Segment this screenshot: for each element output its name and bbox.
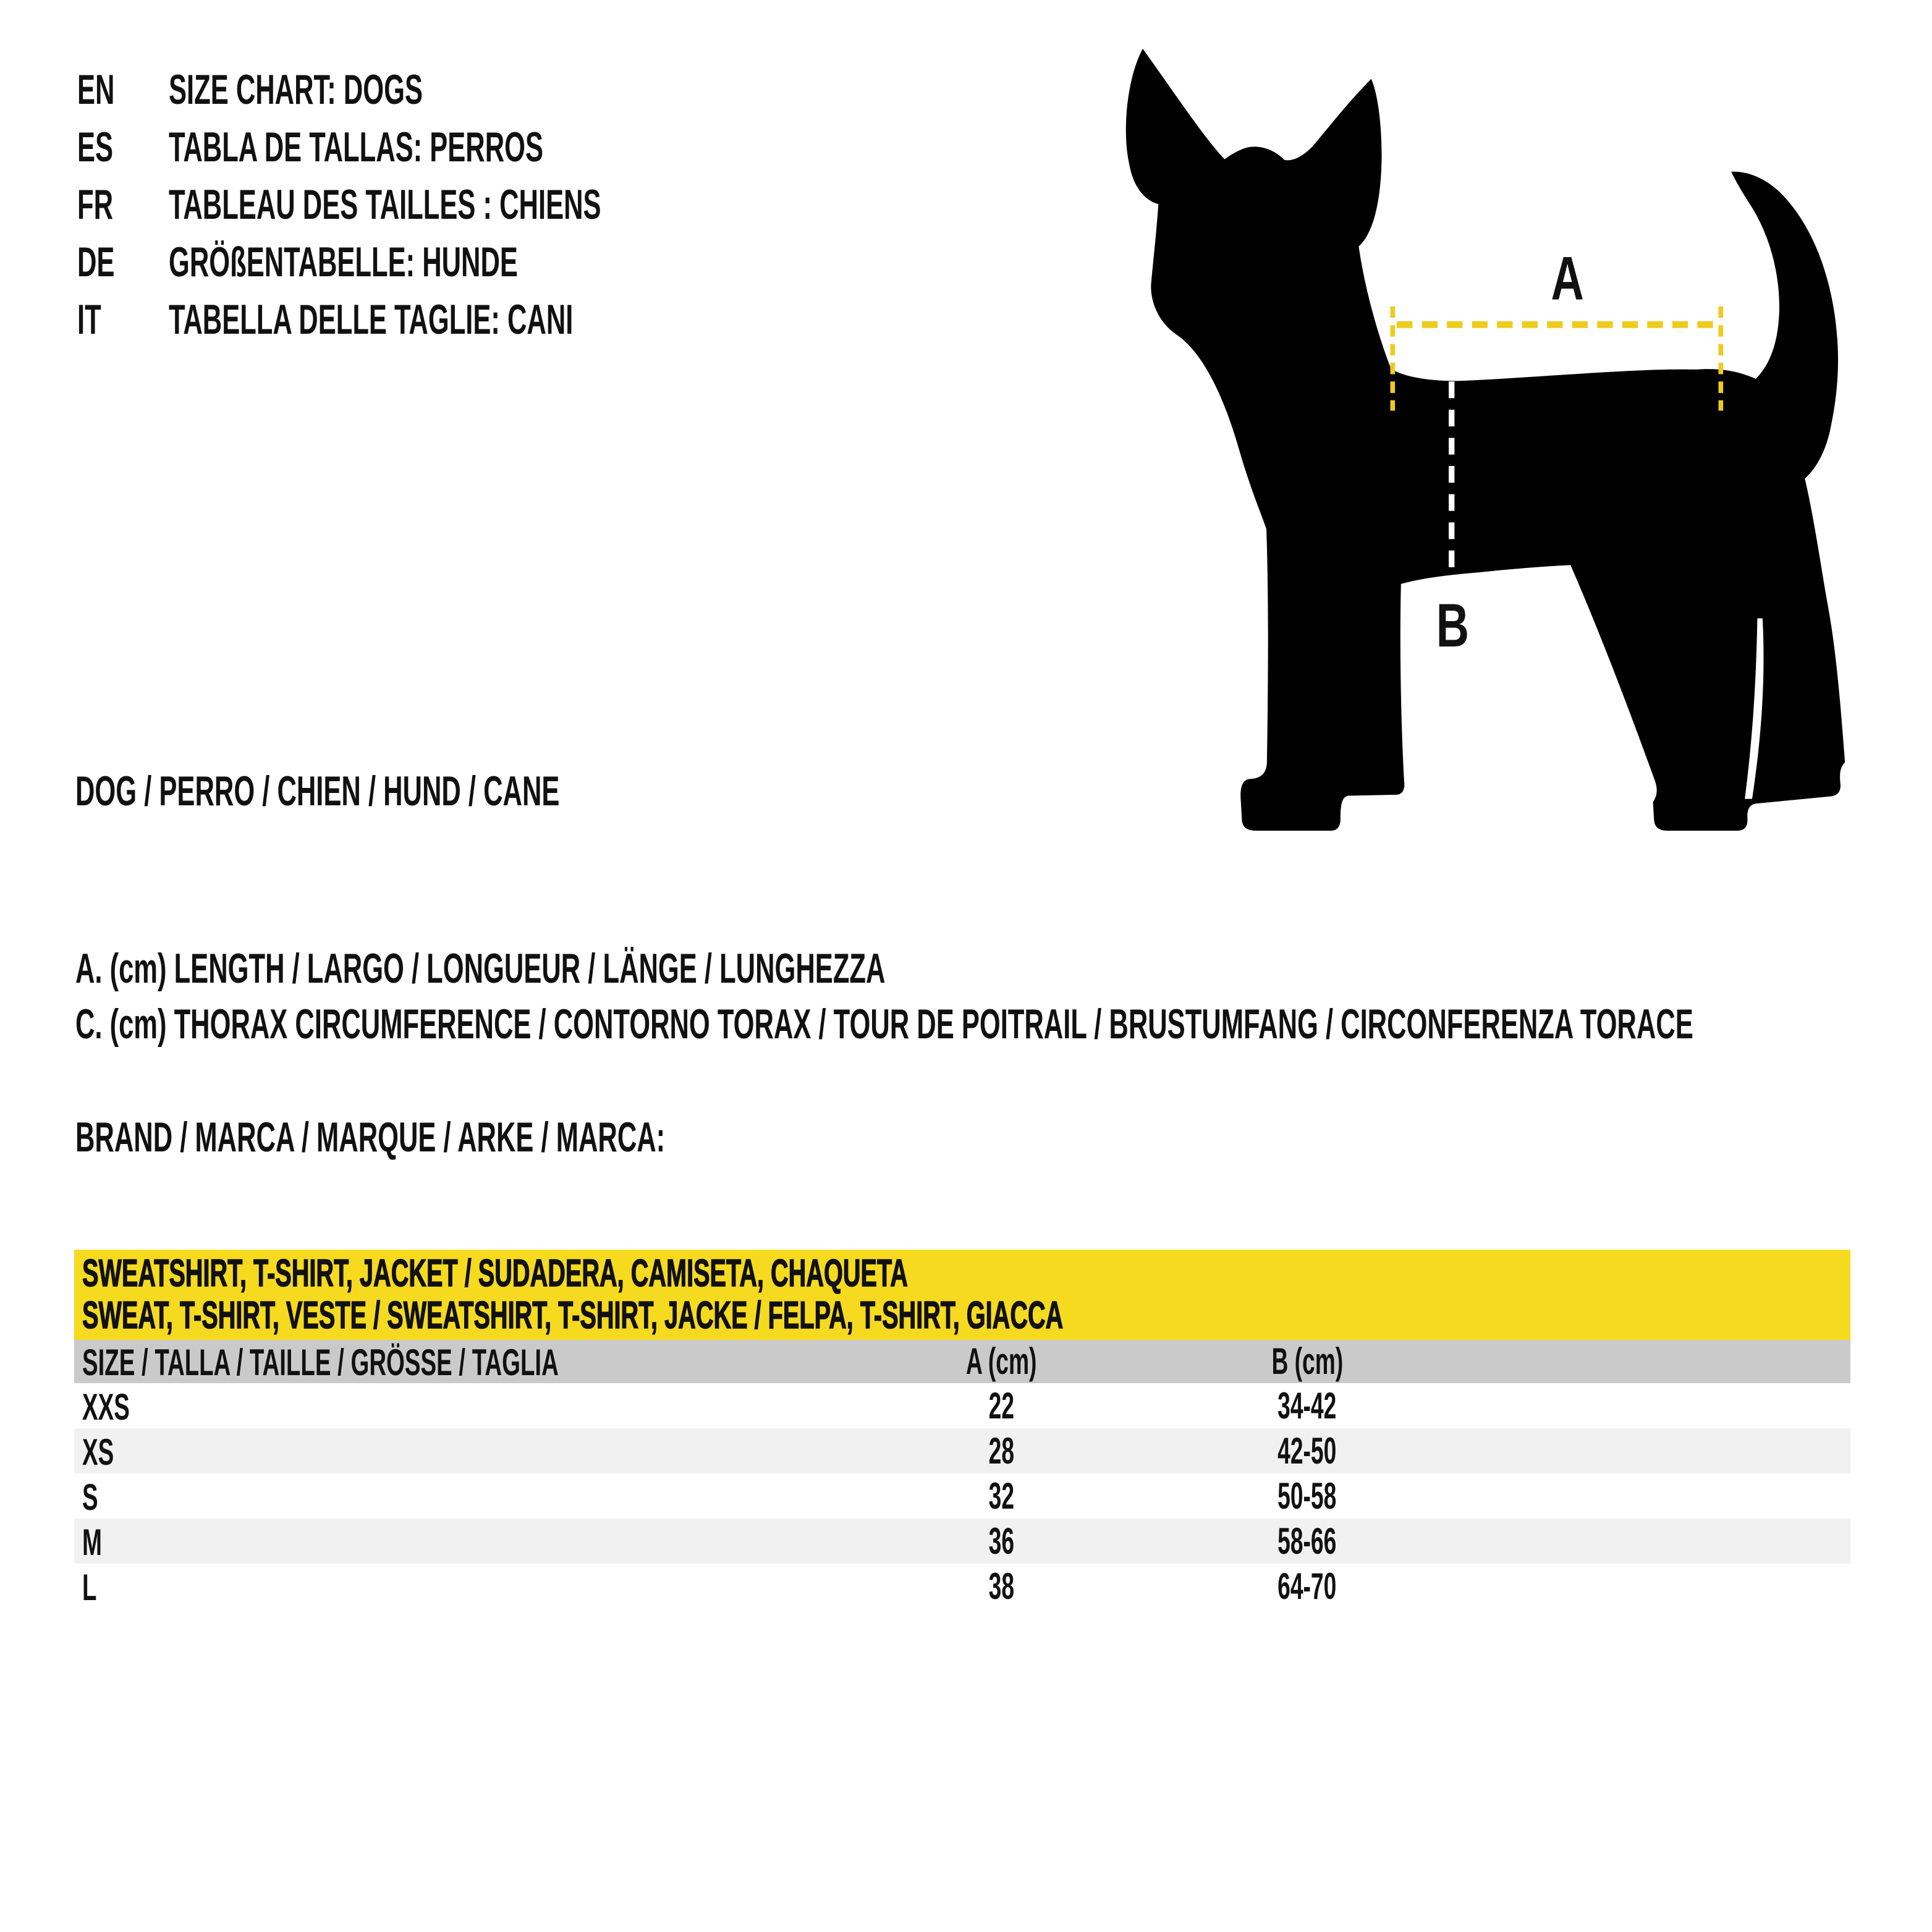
garment-header-line: SWEAT, T-SHIRT, VESTE / SWEATSHIRT, T-SHIRT, JACKE / FELPA, T-SHIRT, GIACCA xyxy=(82,1294,1064,1337)
size-cell: XXS xyxy=(82,1386,130,1428)
dog-silhouette-figure xyxy=(1112,31,1916,834)
b-value-cell: 42-50 xyxy=(1277,1430,1337,1472)
language-label: TABLA DE TALLAS: PERROS xyxy=(169,124,544,171)
language-code: IT xyxy=(77,296,101,343)
column-header-a: A (cm) xyxy=(965,1341,1037,1382)
dog-silhouette-icon xyxy=(1126,49,1845,831)
a-value-cell: 36 xyxy=(988,1520,1014,1562)
size-table xyxy=(74,1250,1850,1609)
a-value-cell: 28 xyxy=(988,1430,1014,1472)
language-label: TABLEAU DES TAILLES : CHIENS xyxy=(169,181,601,228)
chest-measure-label: B xyxy=(1436,591,1470,660)
table-row xyxy=(74,1473,1850,1519)
column-header-row xyxy=(74,1340,1850,1383)
size-cell: S xyxy=(82,1476,98,1518)
length-measure-label: A xyxy=(1551,244,1584,313)
column-header-b: B (cm) xyxy=(1271,1341,1343,1382)
b-value-cell: 58-66 xyxy=(1277,1520,1337,1562)
size-cell: L xyxy=(82,1566,97,1608)
language-code: FR xyxy=(77,181,114,228)
table-row xyxy=(74,1428,1850,1473)
dog-caption: DOG / PERRO / CHIEN / HUND / CANE xyxy=(75,768,560,815)
brand-line: BRAND / MARCA / MARQUE / ARKE / MARCA: xyxy=(75,1114,666,1161)
language-label: SIZE CHART: DOGS xyxy=(169,66,423,113)
table-row xyxy=(74,1564,1850,1609)
garment-header xyxy=(74,1250,1850,1340)
size-cell: M xyxy=(82,1521,102,1563)
a-value-cell: 38 xyxy=(988,1565,1014,1607)
language-code: ES xyxy=(77,124,114,171)
column-header-size: SIZE / TALLA / TAILLE / GRÖSSE / TAGLIA xyxy=(82,1342,559,1384)
measurement-note-length: A. (cm) LENGTH / LARGO / LONGUEUR / LÄNGE / LUNGHEZZA xyxy=(75,945,886,992)
measurement-note-thorax: C. (cm) THORAX CIRCUMFERENCE / CONTORNO TORAX / TOUR DE POITRAIL / BRUSTUMFANG / CIRCONFERENZA TORACE xyxy=(75,1001,1693,1048)
size-cell: XS xyxy=(82,1431,114,1473)
table-row xyxy=(74,1383,1850,1428)
garment-header-line: SWEATSHIRT, T-SHIRT, JACKET / SUDADERA, CAMISETA, CHAQUETA xyxy=(82,1252,908,1295)
b-value-cell: 50-58 xyxy=(1277,1475,1337,1517)
a-value-cell: 22 xyxy=(988,1384,1014,1426)
table-row xyxy=(74,1519,1850,1564)
a-value-cell: 32 xyxy=(988,1475,1014,1517)
b-value-cell: 34-42 xyxy=(1277,1384,1337,1426)
language-label: GRÖßENTABELLE: HUNDE xyxy=(169,239,518,286)
language-label: TABELLA DELLE TAGLIE: CANI xyxy=(169,296,574,343)
language-code: DE xyxy=(77,239,115,286)
language-code: EN xyxy=(77,66,115,113)
b-value-cell: 64-70 xyxy=(1277,1565,1337,1607)
